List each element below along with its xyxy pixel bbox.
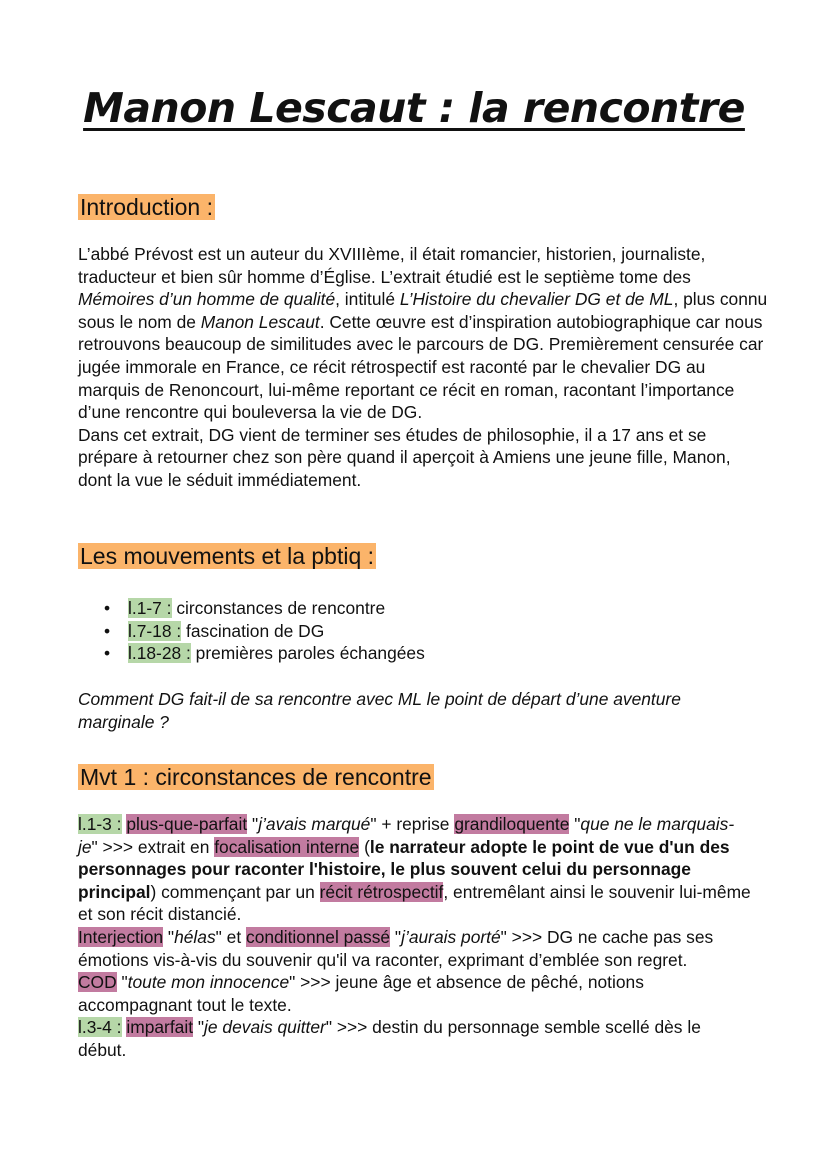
list-item-text: premières paroles échangées [190, 643, 425, 664]
intro-text: , plus connu sous le nom de [78, 289, 768, 332]
problematic-question: Comment DG fait-il de sa rencontre avec ML le point de départ d’une aventure marginale ? [78, 689, 681, 732]
text: " [247, 814, 259, 834]
movements-heading [78, 541, 376, 571]
text: " >>> jeune âge et absence de pêché, notions accompagnant tout le texte. [78, 972, 644, 1015]
text: " >>> extrait en [91, 836, 215, 857]
quote: toute mon innocence [127, 972, 290, 993]
quote: que ne le marquais-je [78, 814, 735, 857]
text: , entremêlant ainsi le souvenir lui-même et son récit distancié. [78, 881, 751, 925]
intro-text: . Cette œuvre est d’inspiration autobiographique car nous retrouvons beaucoup de similitudes avec le parcours de DG. Premièrement censurée car jugée immorale en France, ce récit rétrospectif est raconté par le chevalier DG au marquis de Renoncourt, lui-même reportant ce récit en roman, racontant l’importance d’une rencontre qui bouleversa la vie de DG. [78, 311, 764, 423]
list-item [104, 642, 425, 665]
mvt1-heading-text: Mvt 1 : circonstances de rencontre [80, 764, 432, 790]
device-label: grandiloquente [454, 814, 570, 834]
text: ( [359, 836, 370, 857]
device-label: imparfait [126, 1017, 194, 1038]
line-ref: l.1-7 : [128, 598, 172, 618]
intro-heading [78, 192, 215, 222]
device-label: plus-que-parfait [126, 814, 248, 834]
text: " [116, 972, 128, 993]
list-item [104, 620, 425, 643]
line-ref: l.7-18 : [128, 620, 182, 641]
device-label: focalisation interne [214, 836, 360, 857]
text: " [163, 926, 175, 947]
movements-list [104, 597, 425, 665]
text: " >>> destin du personnage semble scellé dès le début. [78, 1017, 701, 1060]
text: " >>> DG ne cache pas ses émotions vis-à-vis du souvenir qu'il va raconter, exprimant d’emblée son regret. [78, 926, 714, 970]
movements-heading-text: Les mouvements et la pbtiq : [80, 543, 375, 569]
intro-paragraph [78, 243, 768, 492]
device-label: récit rétrospectif [319, 881, 444, 902]
line-ref: l.1-3 : [78, 814, 122, 834]
text: ) commençant par un [150, 881, 320, 902]
intro-text: , intitulé [335, 289, 400, 310]
quote: j’avais marqué [258, 814, 371, 834]
definition: le narrateur adopte le point de vue d'un des personnages pour raconter l'histoire, le plus souvent celui du personnage principal [78, 836, 730, 902]
intro-text: L’abbé Prévost est un auteur du XVIIIème, il était romancier, historien, journaliste, traducteur et bien sûr homme d’Église. L’extrait étudié est le septième tome des [78, 244, 706, 287]
page-title: Manon Lescaut : la rencontre [83, 84, 745, 132]
intro-context: Dans cet extrait, DG vient de terminer ses études de philosophie, il a 17 ans et se prépare à retourner chez son père quand il aperçoit à Amiens une jeune fille, Manon, dont la vue le séduit immédiatement. [78, 424, 731, 490]
quote: j’aurais porté [401, 926, 501, 947]
device-label: Interjection [78, 926, 164, 947]
line-ref: l.18-28 : [128, 643, 191, 664]
line-ref: l.3-4 : [78, 1017, 122, 1038]
device-label: COD [78, 972, 117, 993]
mvt1-analysis [78, 813, 753, 1062]
list-item-text: fascination de DG [181, 620, 325, 641]
text: " + reprise [370, 814, 455, 834]
book-title: Mémoires d’un homme de qualité [78, 289, 336, 310]
text: " [193, 1017, 205, 1038]
list-item [104, 597, 425, 620]
intro-heading-text: Introduction : [80, 194, 213, 220]
text: " [390, 926, 402, 947]
text: " [569, 814, 581, 834]
quote: je devais quitter [204, 1017, 326, 1038]
book-title: L’Histoire du chevalier DG et de ML [399, 289, 674, 310]
book-title: Manon Lescaut [200, 311, 320, 332]
list-item-text: circonstances de rencontre [171, 598, 386, 618]
quote: hélas [174, 926, 216, 947]
text: " et [215, 926, 247, 947]
mvt1-heading [78, 762, 434, 792]
device-label: conditionnel passé [246, 926, 391, 947]
